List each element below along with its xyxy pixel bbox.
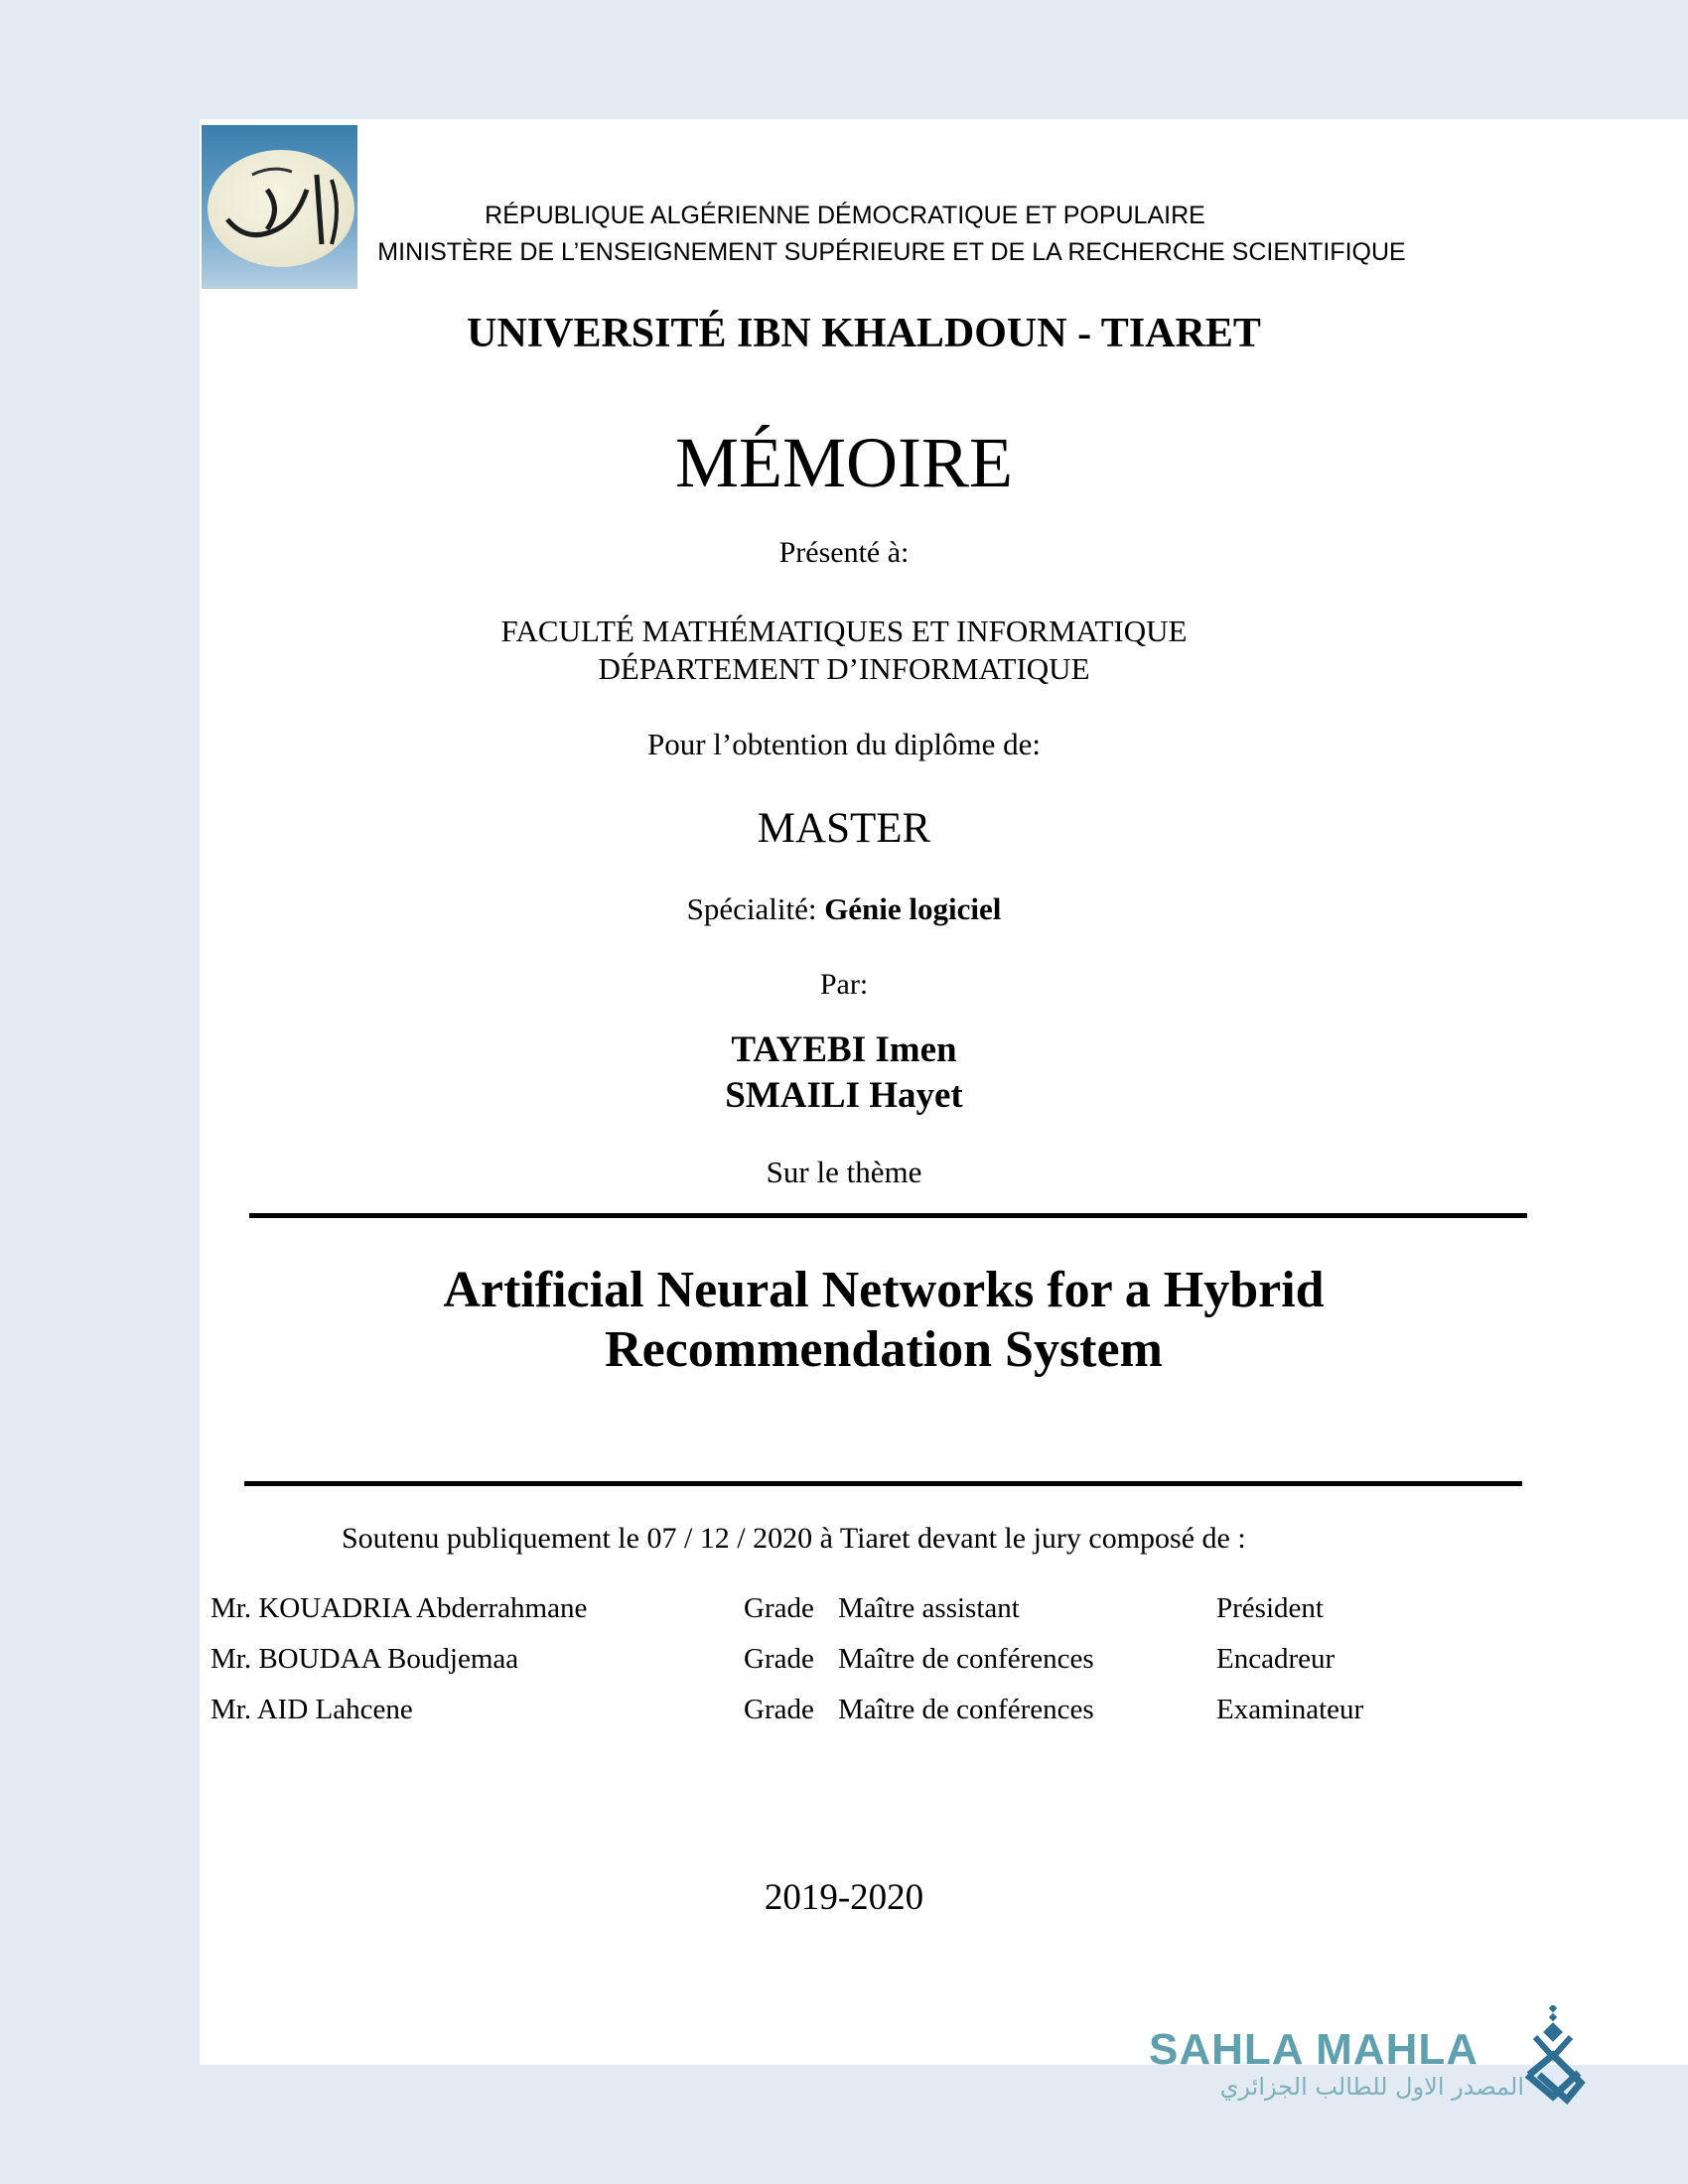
jury-member-name: Mr. BOUDAA Boudjemaa — [211, 1643, 519, 1675]
degree-intro: Pour l’obtention du diplôme de: — [646, 727, 1042, 761]
jury-grade: Maître assistant — [838, 1592, 1020, 1624]
thesis-title-line-2: Recommendation System — [605, 1321, 1163, 1378]
jury-grade: Maître de conférences — [838, 1694, 1094, 1725]
theme-label: Sur le thème — [766, 1155, 922, 1189]
ministry-heading: MINISTÈRE DE L’ENSEIGNEMENT SUPÉRIEURE ET DE LA RECHERCHE SCIENTIFIQUE — [377, 238, 1406, 266]
author-name: SMAILI Hayet — [725, 1075, 963, 1116]
presented-to-label: Présenté à: — [778, 536, 910, 569]
faculty-block — [0, 613, 1688, 688]
jury-role: Examinateur — [1216, 1694, 1364, 1725]
specialty-value: Génie logiciel — [824, 891, 1002, 926]
title-top-rule — [249, 1213, 1527, 1218]
specialty-label: Spécialité: — [686, 891, 817, 926]
degree-name: MASTER — [757, 805, 931, 852]
jury-grade: Maître de conférences — [838, 1643, 1094, 1675]
sahla-mahla-logo-icon — [1519, 2005, 1594, 2105]
author-name: TAYEBI Imen — [731, 1029, 957, 1070]
document-type: MÉMOIRE — [675, 423, 1013, 502]
thesis-title-line-1: Artificial Neural Networks for a Hybrid — [443, 1262, 1325, 1318]
jury-member-name: Mr. KOUADRIA Abderrahmane — [211, 1592, 588, 1624]
department-name: DÉPARTEMENT D’INFORMATIQUE — [598, 651, 1090, 686]
jury-grade-label: Grade — [744, 1592, 814, 1624]
university-name: UNIVERSITÉ IBN KHALDOUN - TIARET — [467, 311, 1261, 356]
jury-grade-label: Grade — [744, 1694, 814, 1725]
title-bottom-rule — [244, 1481, 1522, 1486]
watermark-tagline: المصدر الاول للطالب الجزائري — [1219, 2073, 1524, 2101]
jury-role: Encadreur — [1216, 1643, 1336, 1675]
by-label: Par: — [819, 968, 869, 1001]
academic-year: 2019-2020 — [764, 1877, 924, 1918]
page-top-band — [200, 2, 1688, 119]
authors-block — [0, 1027, 1688, 1119]
faculty-name: FACULTÉ MATHÉMATIQUES ET INFORMATIQUE — [500, 614, 1188, 648]
jury-role: Président — [1216, 1592, 1324, 1624]
defense-statement: Soutenu publiquement le 07 / 12 / 2020 à Tiaret devant le jury composé de : — [342, 1522, 1246, 1555]
republic-heading: RÉPUBLIQUE ALGÉRIENNE DÉMOCRATIQUE ET POPULAIRE — [485, 202, 1205, 229]
jury-grade-label: Grade — [744, 1643, 814, 1675]
specialty-line — [0, 891, 1688, 927]
jury-member-name: Mr. AID Lahcene — [211, 1694, 413, 1725]
watermark-brand: SAHLA MAHLA — [1149, 2025, 1478, 2074]
thesis-title — [0, 1261, 1688, 1380]
